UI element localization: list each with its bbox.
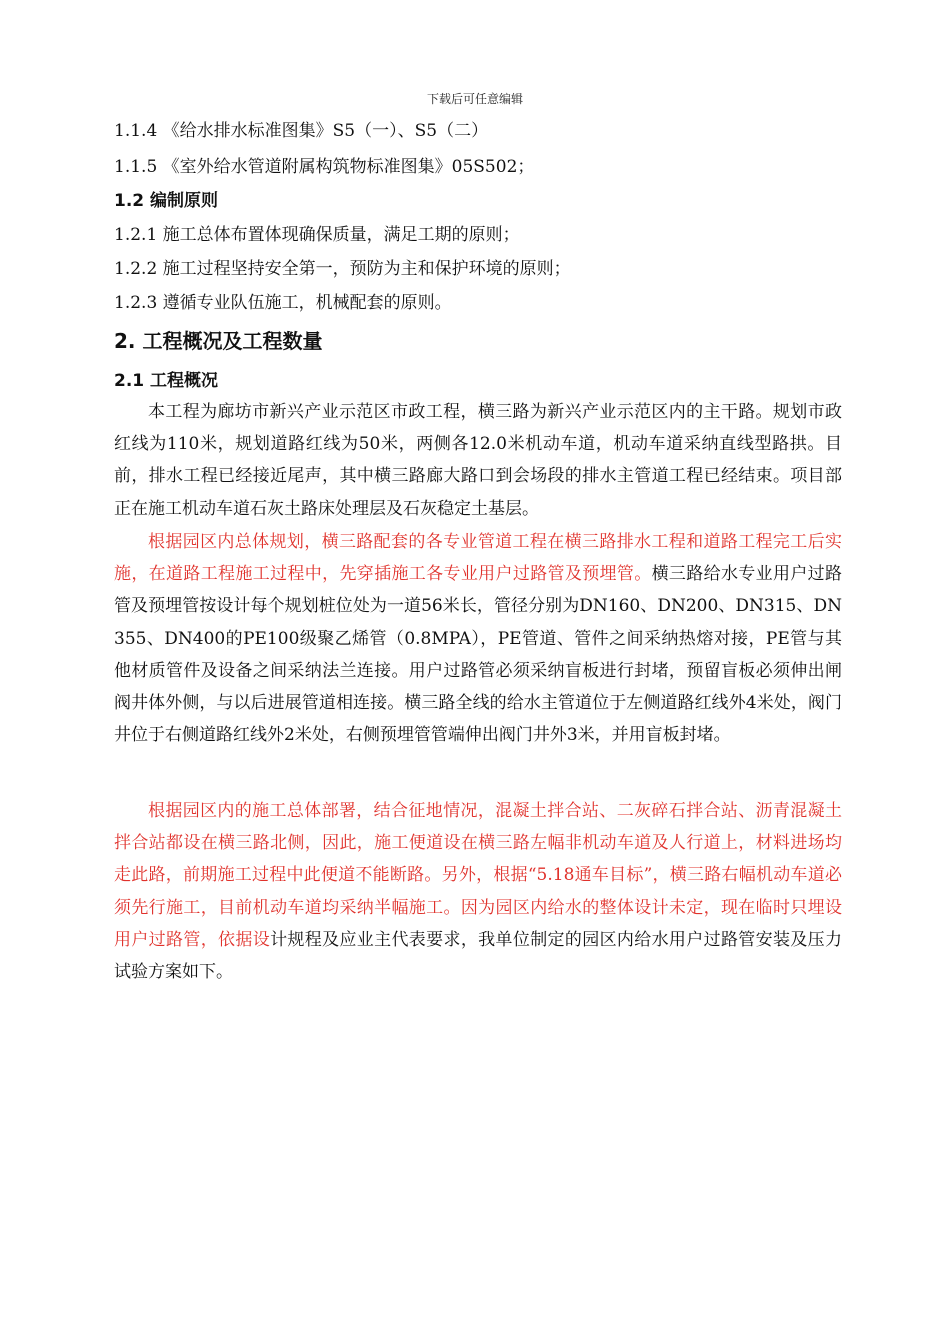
reference-item: 1.1.4 《给水排水标准图集》S5（一）、S5（二） [114,121,489,141]
chapter-heading: 2. 工程概况及工程数量 [114,329,323,353]
section-heading: 2.1 工程概况 [114,371,219,391]
paragraph-text: 计规程及应业主代表要求，我单位制定的园区内给水用户过路管安装及压力试验方案如下。 [114,929,843,983]
page-header: 下载后可任意编辑 [426,92,523,106]
principle-item: 1.2.1 施工总体布置体现确保质量，满足工期的原则； [114,225,520,245]
highlighted-text: 根据园区内的施工总体部署，结合征地情况，混凝土拌合站、二灰碎石拌合站、沥青混凝土拌合站都设在横三路北侧，因此，施工便道设在横三路左幅非机动车道及人行道上，材料进场均走此路，前期施工过程中此便道不能断路。另外，根据“5.18通车目标”，横三路右幅机动车道必须先行施工，目前机动车道均采纳半幅施工。因为园区内给水的整体设计未定，现在临时只埋设用户过路管，依据设 [114,801,842,950]
reference-item: 1.1.5 《室外给水管道附属构筑物标准图集》05S502； [114,157,535,177]
principle-item: 1.2.3 遵循专业队伍施工，机械配套的原则。 [114,293,452,313]
section-heading: 1.2 编制原则 [114,191,219,211]
paragraph [114,795,842,988]
paragraph-text: 横三路给水专业用户过路管及预埋管按设计每个规划桩位处为一道56米长，管径分别为DN160、DN200、DN315、DN355、DN400的PE100级聚乙烯管（0.8MPA），PE管道、管件之间采纳热熔对接，PE管与其他材质管件及设备之间采纳法兰连接。用户过路管必须采纳盲板进行封堵，预留盲板必须伸出闸阀井体外侧，与以后进展管道相连接。横三路全线的给水主管道位于左侧道路红线外4米处，阀门井位于右侧道路红线外2米处，右侧预埋管管端伸出阀门井外3米，并用盲板封堵。 [114,564,843,746]
paragraph: 本工程为廊坊市新兴产业示范区市政工程，横三路为新兴产业示范区内的主干路。规划市政红线为110米，规划道路红线为50米，两侧各12.0米机动车道，机动车道采纳直线型路拱。目前，排水工程已经接近尾声，其中横三路廊大路口到会场段的排水主管道工程已经结束。项目部正在施工机动车道石灰土路床处理层及石灰稳定土基层。 [114,402,842,519]
principle-item: 1.2.2 施工过程坚持安全第一，预防为主和保护环境的原则； [114,259,571,279]
paragraph [114,526,842,751]
highlighted-text: 根据园区内总体规划，横三路配套的各专业管道工程在横三路排水工程和道路工程完工后实施，在道路工程施工过程中，先穿插施工各专业用户过路管及预埋管。 [114,532,842,585]
